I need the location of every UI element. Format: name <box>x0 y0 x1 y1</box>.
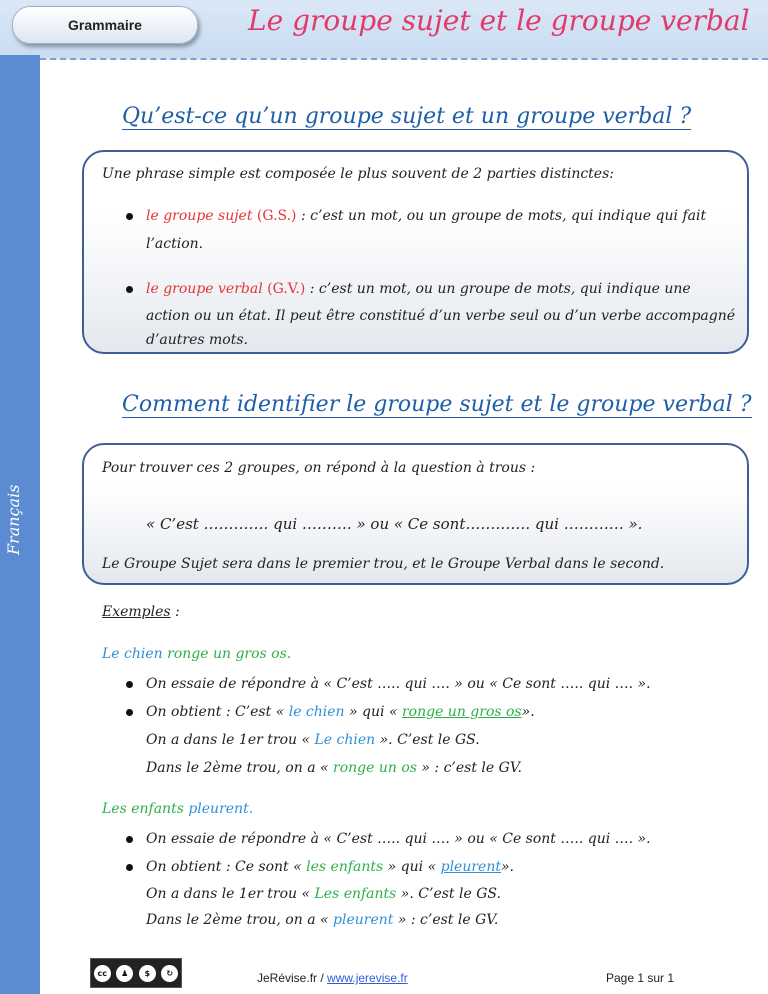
example1-line4: Dans le 2ème trou, on a « ronge un os » : c’est le GV. <box>146 760 522 776</box>
gs-def-2: l’action. <box>146 236 204 252</box>
bullet-icon <box>126 286 133 293</box>
example1-verb: ronge un gros os. <box>167 646 292 662</box>
bullet-icon <box>126 213 133 220</box>
bullet-icon <box>126 864 133 871</box>
example2-sentence <box>102 797 253 821</box>
page-title: Le groupe sujet et le groupe verbal <box>248 4 750 37</box>
gs-term: le groupe sujet <box>146 208 253 224</box>
license-badge[interactable] <box>90 958 182 988</box>
question-pattern: « C’est …………. qui ………. » ou « Ce sont…………. qui ………… ». <box>146 515 643 533</box>
example2-line4: Dans le 2ème trou, on a « pleurent » : c’est le GV. <box>146 912 499 928</box>
gs-def-1: : c’est un mot, ou un groupe de mots, qui indique qui fait <box>300 208 707 224</box>
gv-def-3: d’autres mots. <box>146 332 248 348</box>
method-explanation: Le Groupe Sujet sera dans le premier trou, et le Groupe Verbal dans le second. <box>102 556 665 572</box>
footer-url-link[interactable]: www.jerevise.fr <box>327 971 408 985</box>
example1-line2: On obtient : C’est « le chien » qui « ronge un gros os». <box>146 704 535 720</box>
examples-label: Exemples : <box>102 604 180 620</box>
example1-sentence <box>102 642 291 666</box>
subject-badge: Grammaire <box>12 6 198 44</box>
example1-subject: Le chien <box>102 646 163 662</box>
gv-abbr: (G.V.) <box>267 281 306 297</box>
bullet-icon <box>126 709 133 716</box>
example1-line3: On a dans le 1er trou « Le chien ». C’est le GS. <box>146 732 480 748</box>
section2-heading: Comment identifier le groupe sujet et le groupe verbal ? <box>122 392 752 417</box>
section1-heading: Qu’est-ce qu’un groupe sujet et un groupe verbal ? <box>122 104 692 129</box>
gv-definition <box>146 277 691 301</box>
example1-line1: On essaie de répondre à « C’est ….. qui …. » ou « Ce sont ….. qui …. ». <box>146 676 651 692</box>
example2-verb: pleurent. <box>188 801 254 817</box>
method-intro: Pour trouver ces 2 groupes, on répond à la question à trous : <box>102 460 536 476</box>
gv-term: le groupe verbal <box>146 281 263 297</box>
bullet-icon <box>126 681 133 688</box>
gv-def-1: : c’est un mot, ou un groupe de mots, qui indique une <box>309 281 691 297</box>
example2-line1: On essaie de répondre à « C’est ….. qui …. » ou « Ce sont ….. qui …. ». <box>146 831 651 847</box>
sidebar-label: Français <box>4 484 23 555</box>
gs-definition <box>146 204 706 228</box>
page-number: Page 1 sur 1 <box>606 971 675 985</box>
sa-icon: ↻ <box>161 965 178 982</box>
example2-subject: Les enfants <box>102 801 184 817</box>
by-icon: ♟ <box>116 965 133 982</box>
example2-line3: On a dans le 1er trou « Les enfants ». C’est le GS. <box>146 886 501 902</box>
footer-site: JeRévise.fr / www.jerevise.fr <box>257 971 408 985</box>
example2-line2: On obtient : Ce sont « les enfants » qui « pleurent». <box>146 859 514 875</box>
definition-intro: Une phrase simple est composée le plus souvent de 2 parties distinctes: <box>102 166 614 182</box>
nc-icon: $ <box>139 965 156 982</box>
gv-def-2: action ou un état. Il peut être constitué d’un verbe seul ou d’un verbe accompagné <box>146 308 736 324</box>
cc-icon: cc <box>94 965 111 982</box>
gs-abbr: (G.S.) <box>256 208 297 224</box>
bullet-icon <box>126 836 133 843</box>
